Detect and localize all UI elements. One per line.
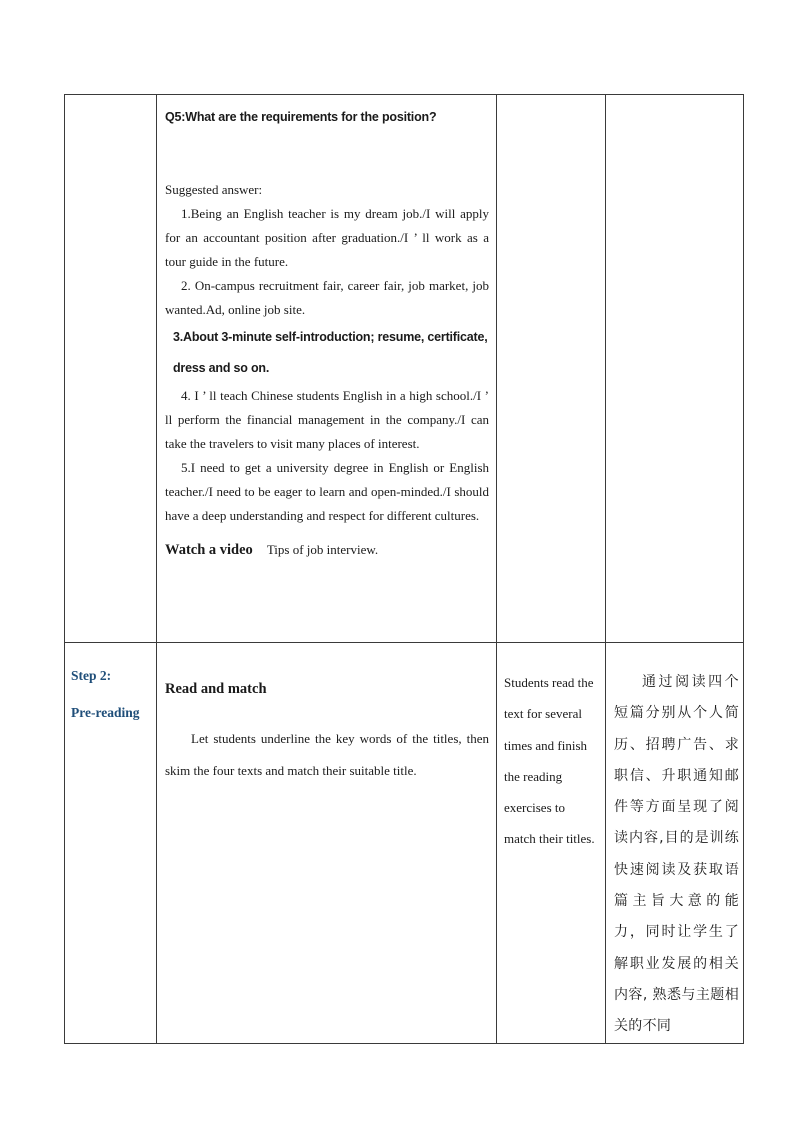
teacher-activity-cell xyxy=(157,95,497,643)
purpose-cell xyxy=(606,95,744,643)
answer-2: 2. On-campus recruitment fair, career fair, job market, job wanted.Ad, online job site. xyxy=(165,278,489,317)
lesson-plan-table xyxy=(64,94,744,1044)
step-cell xyxy=(65,643,157,1044)
answer-5: 5.I need to get a university degree in English or English teacher./I need to be eager to learn and open-minded./I should have a deep understanding and respect for different cultures. xyxy=(165,460,489,523)
answer-3: 3.About 3-minute self-introduction; resume, certificate, dress and so on. xyxy=(173,330,488,375)
table-row xyxy=(65,643,744,1044)
question-q5: Q5:What are the requirements for the position? xyxy=(165,110,437,124)
suggested-answer-label: Suggested answer: xyxy=(165,182,263,197)
student-activity-text: Students read the text for several times and finish the reading exercises to match their titles. xyxy=(504,675,595,847)
teacher-activity-cell xyxy=(157,643,497,1044)
activity-text: Let students underline the key words of the titles, then skim the four texts and match their suitable title. xyxy=(165,731,489,778)
step-cell xyxy=(65,95,157,643)
answer-4: 4. I ’ ll teach Chinese students English in a high school./I ’ ll perform the financial management in the company./I can take the travelers to visit many places of interest. xyxy=(165,388,489,451)
step-label: Step 2: xyxy=(71,668,112,683)
purpose-cell xyxy=(606,643,744,1044)
purpose-text: 通过阅读四个短篇分别从个人简历、招聘广告、求职信、升职通知邮件等方面呈现了阅读内容,目的是训练快速阅读及获取语篇主旨大意的能力，同时让学生了解职业发展的相关内容, 熟悉与主题相关的不同 xyxy=(614,674,739,1035)
watch-video-line xyxy=(165,538,489,562)
answer-1: 1.Being an English teacher is my dream job./I will apply for an accountant position after graduation./I ’ ll work as a tour guide in the future. xyxy=(165,206,489,269)
watch-video-text: Tips of job interview. xyxy=(266,542,379,557)
table-row xyxy=(65,95,744,643)
student-activity-cell xyxy=(497,95,606,643)
stage-label: Pre-reading xyxy=(71,705,140,720)
watch-video-label: Watch a video xyxy=(165,542,253,558)
activity-title: Read and match xyxy=(165,681,267,697)
student-activity-cell xyxy=(497,643,606,1044)
